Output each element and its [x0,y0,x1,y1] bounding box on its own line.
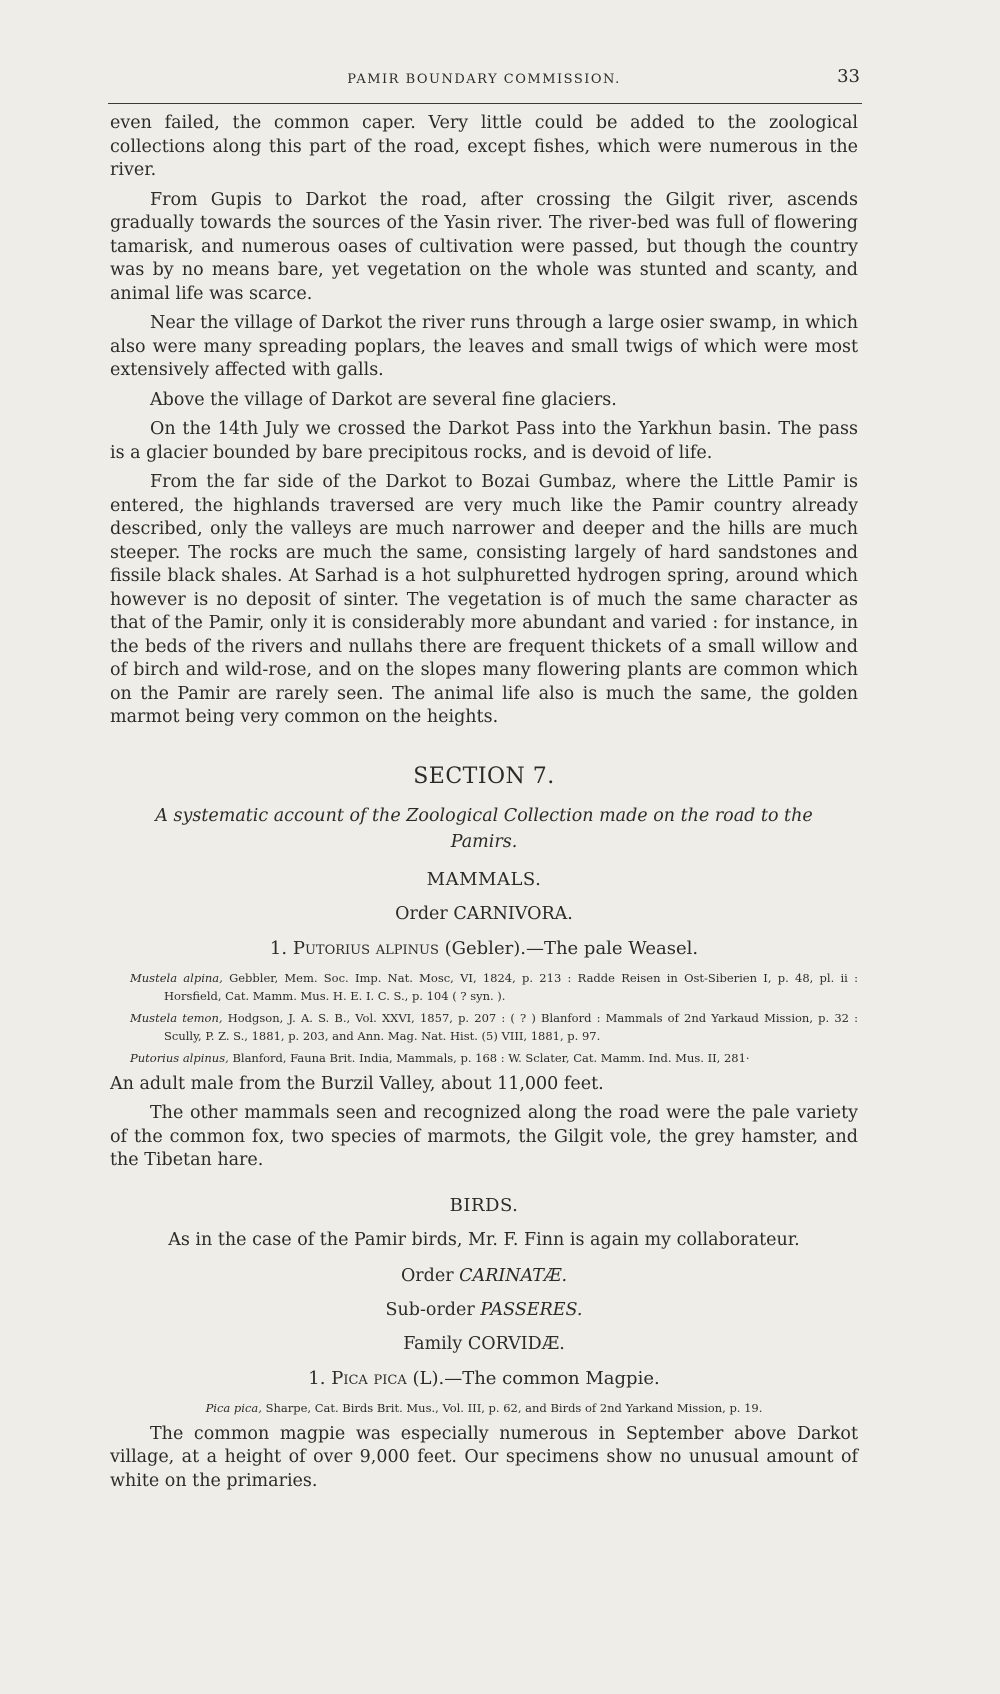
birds-order [110,1266,858,1286]
paragraph-gupis-darkot: From Gupis to Darkot the road, after crossing the Gilgit river, ascends gradually towards the sources of the Yasin river. The river-bed was full of flowering tamarisk, and numerous oases of cultivation were passed, but though the country was by no means bare, yet vegetation on the whole was stunted and scanty, and animal life was scarce. [110,189,858,304]
reference-name: Mustela alpina, [130,970,223,985]
order-name: CARINATÆ. [459,1265,568,1286]
paragraph-osier-swamp: Near the village of Darkot the river runs through a large osier swamp, in which also were many spreading poplars, the leaves and small twigs of which were most extensively affected with galls. [110,313,858,380]
species-common-name: (Gebler).—The pale Weasel. [444,937,699,959]
reference-name: Putorius alpinus, [130,1050,229,1065]
reference-text: Hodgson, J. A. S. B., Vol. XXVI, 1857, p. 207 : ( ? ) Blanford : Mammals of 2nd Yarkaud Mission, p. 32 : Scully, P. Z. S., 1881, p. 203, and Ann. Mag. Nat. Hist. (5) VIII, 1881, p. 97. [164,1010,858,1043]
mammals-order [110,904,858,924]
species-number: 1. [308,1367,326,1389]
paragraph-glaciers: Above the village of Darkot are several fine glaciers. [150,389,617,410]
running-title: PAMIR BOUNDARY COMMISSION. [347,72,621,87]
mammals-heading: MAMMALS. [426,868,542,890]
family-word: Family [403,1333,463,1354]
reference-entry [130,1009,858,1045]
paragraph-bozai-gumbaz: From the far side of the Darkot to Bozai Gumbaz, where the Little Pamir is entered, the highlands traversed are very much like the Pamir country already described, only the valleys are much narrower and deeper and the hills are much steeper. The rocks are much the same, consisting largely of hard sandstones and fissile black shales. At Sarhad is a hot sulphuretted hydrogen spring, around which however is no deposit of sinter. The vegetation is of much the same character as that of the Pamir, only it is considerably more abundant and varied : for instance, in the beds of the rivers and nullahs there are frequent thickets of a small willow and of birch and wild-rose, and on the slopes many flowering plants are common which on the Pamir are rarely seen. The animal life also is much the same, the golden marmot being very common on the heights. [110,472,858,727]
collaborator-line: As in the case of the Pamir birds, Mr. F. Finn is again my collaborateur. [168,1229,800,1250]
reference-name: Pica pica, [205,1400,262,1415]
magpie-note: The common magpie was especially numerous in September above Darkot village, at a height of over 9,000 feet. Our specimens show no unusual amount of white on the primaries. [110,1423,858,1491]
specimen-note: An adult male from the Burzil Valley, about 11,000 feet. [110,1073,604,1094]
species-common-name: (L).—The common Magpie. [412,1367,660,1389]
species-name: Pica pica [331,1367,407,1389]
species-magpie [110,1368,858,1389]
suborder-name: PASSERES. [480,1299,583,1320]
order-word: Order [400,1265,454,1286]
reference-text: Blanford, Fauna Brit. India, Mammals, p. 168 : W. Sclater, Cat. Mamm. Ind. Mus. II, 281· [232,1050,750,1065]
order-word: Order [395,903,448,924]
other-mammals-paragraph: The other mammals seen and recognized along the road were the pale variety of the common fox, two species of marmots, the Gilgit vole, the grey hamster, and the Tibetan hare. [110,1103,858,1170]
birds-suborder [110,1300,858,1320]
page-header [108,66,860,96]
header-rule [108,103,862,104]
reference-name: Mustela temon, [130,1010,223,1025]
reference-text: Gebbler, Mem. Soc. Imp. Nat. Mosc, VI, 1824, p. 213 : Radde Reisen in Ost-Siberien I, p. 48, pl. ii : Horsfield, Cat. Mamm. Mus. H. E. I. C. S., p. 104 ( ? syn. ). [164,970,858,1003]
family-name: CORVIDÆ. [467,1333,565,1354]
weasel-references [110,969,858,1067]
birds-family [110,1334,858,1354]
magpie-references [110,1399,858,1417]
page-body [110,112,858,1499]
paragraph-darkot-pass: On the 14th July we crossed the Darkot Pass into the Yarkhun basin. The pass is a glacier bounded by bare precipitous rocks, and is devoid of life. [110,419,858,463]
section-subtitle: A systematic account of the Zoological Collection made on the road to the Pamirs. [155,805,813,852]
section-title: SECTION 7. [413,763,555,789]
reference-entry [130,1049,858,1067]
suborder-word: Sub-order [385,1299,475,1320]
reference-text: Sharpe, Cat. Birds Brit. Mus., Vol. III, p. 62, and Birds of 2nd Yarkand Mission, p. 19. [265,1400,763,1415]
species-weasel [110,938,858,959]
reference-entry [110,1399,858,1417]
species-number: 1. [269,937,288,959]
reference-entry [130,969,858,1005]
paragraph-continued: even failed, the common caper. Very little could be added to the zoological collections along this part of the road, except fishes, which were numerous in the river. [110,113,858,180]
species-name: Putorius alpinus [292,937,439,959]
order-name: CARNIVORA. [453,903,573,924]
page-number: 33 [837,66,860,87]
birds-heading: BIRDS. [449,1194,519,1216]
